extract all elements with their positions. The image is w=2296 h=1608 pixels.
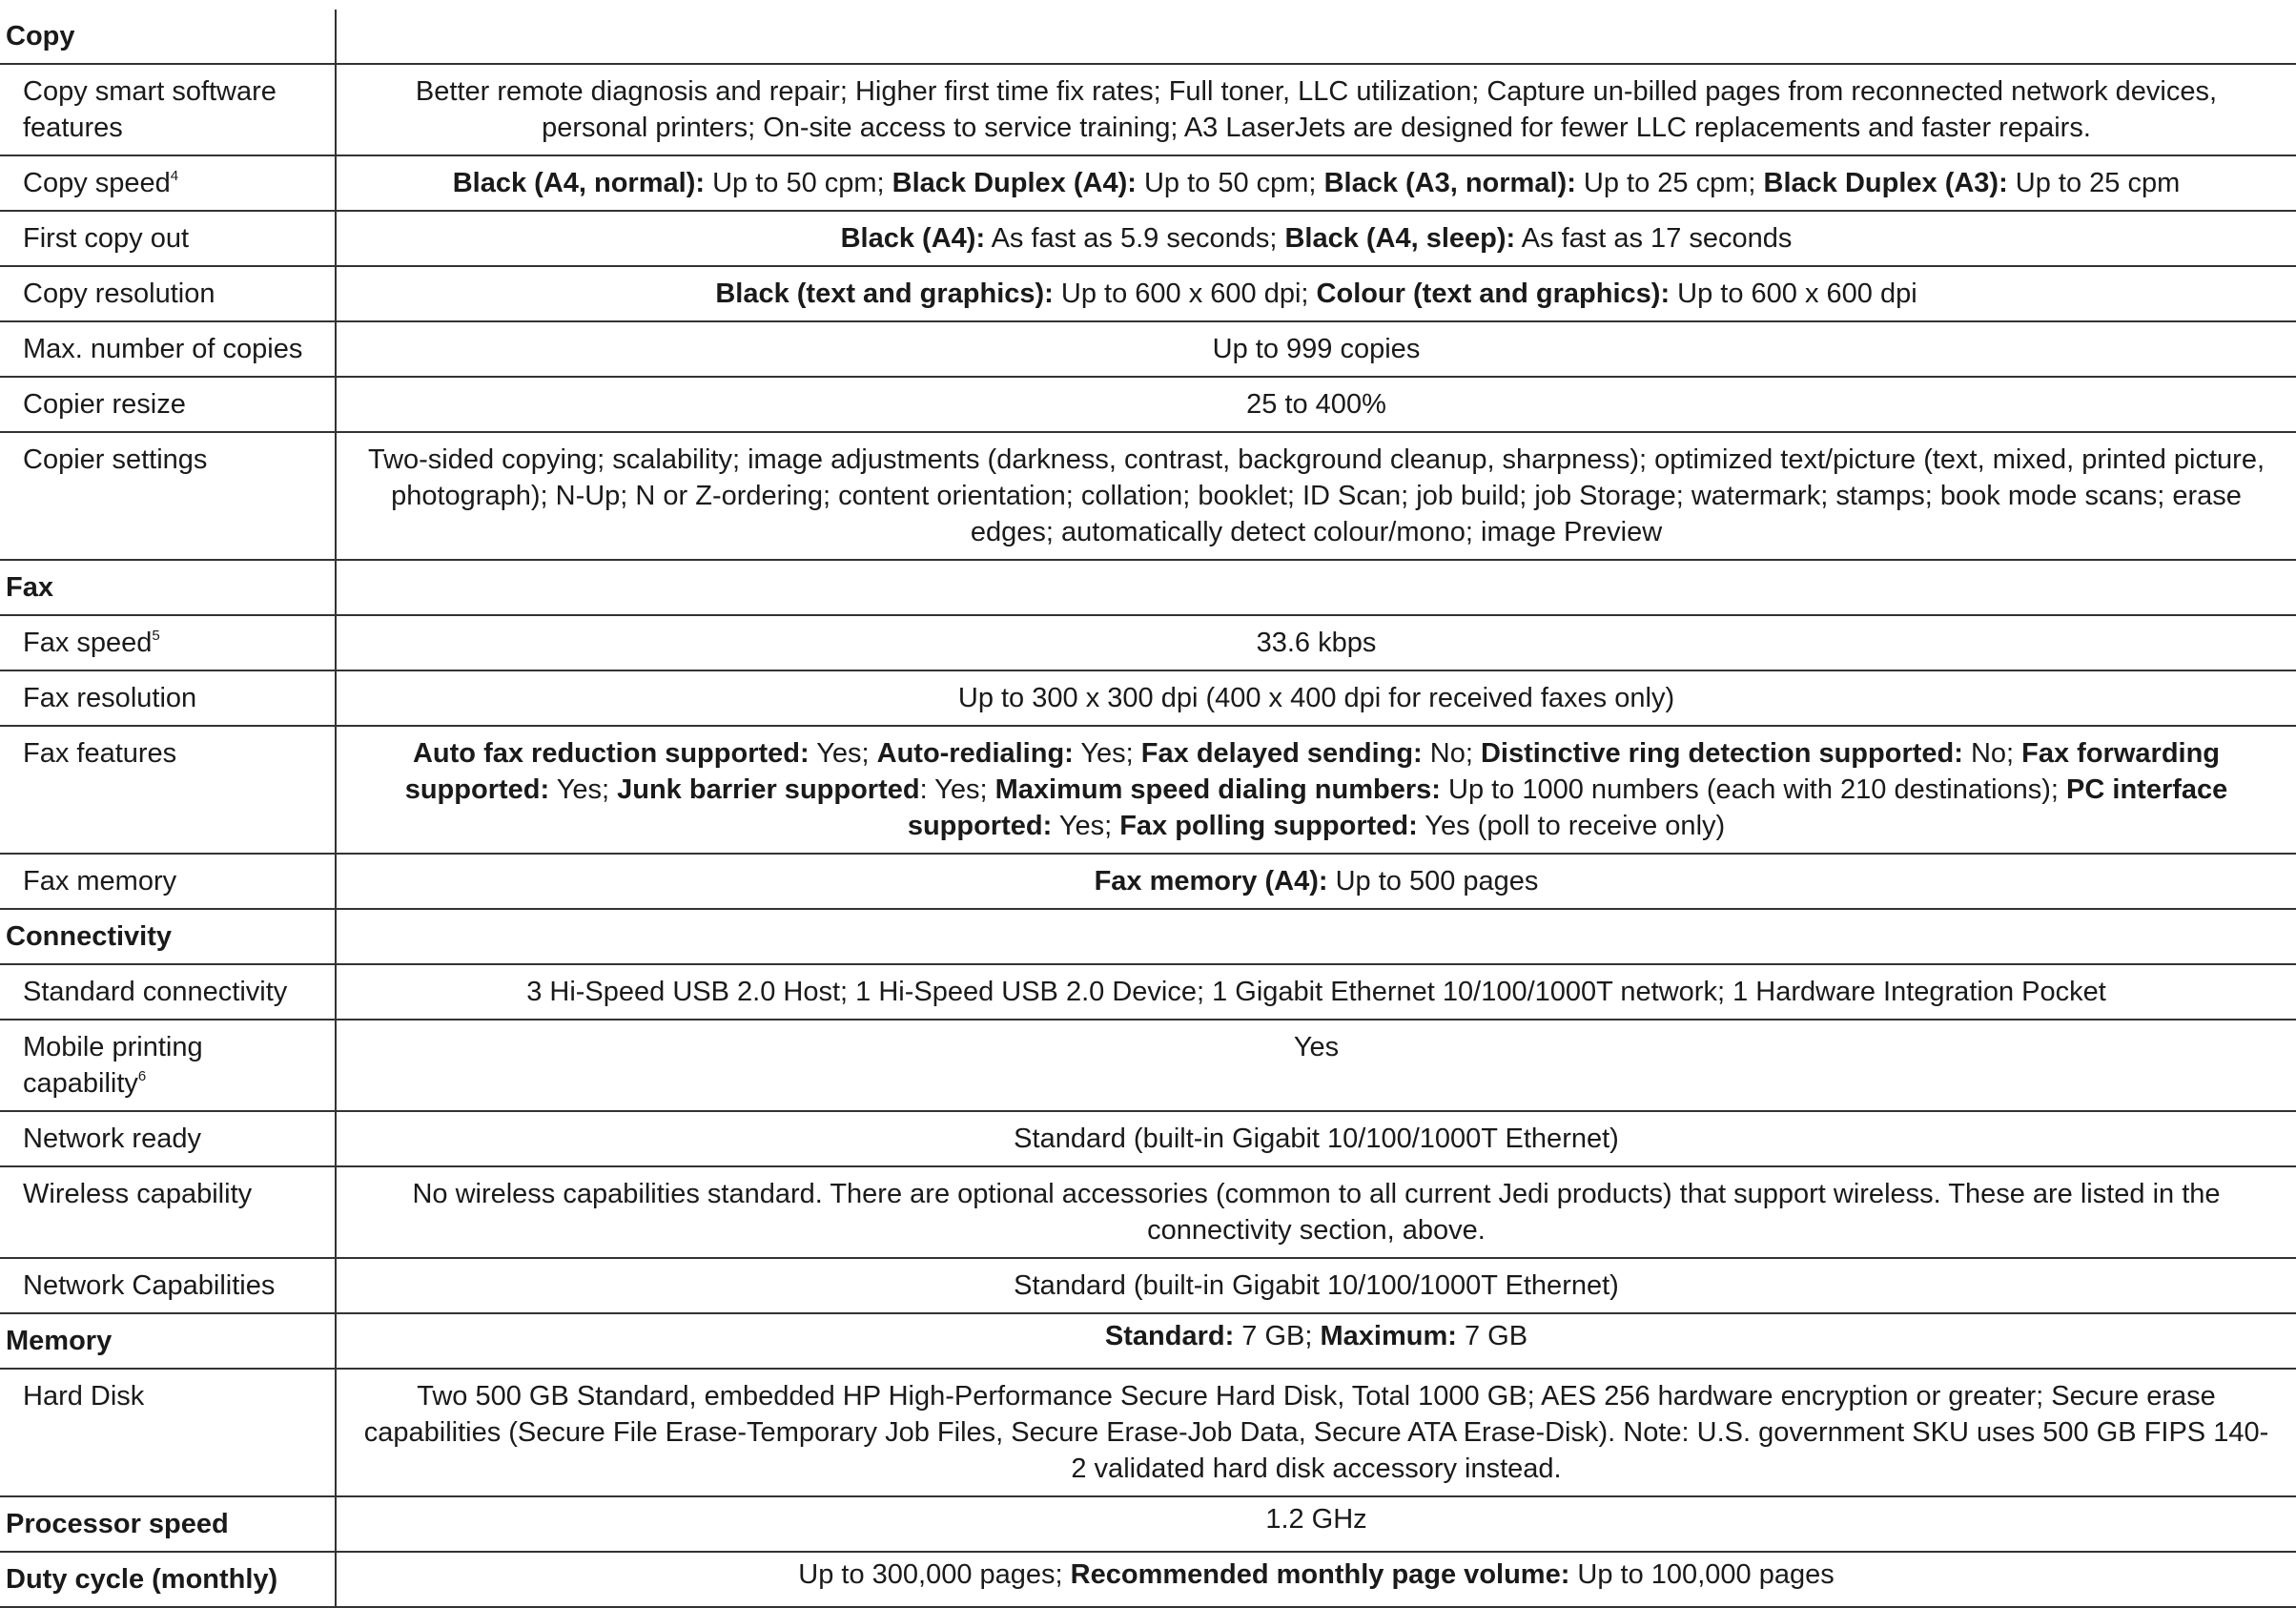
spec-row [0,432,2296,560]
section-header-row [0,1313,2296,1369]
section-title [0,909,336,964]
spec-row [0,1166,2296,1258]
value-text: No wireless capabilities standard. There are optional accessories (common to all current Jedi products) that support wireless. These are listed in the connectivity section, above. [412,1179,2221,1246]
label-text: First copy out [23,223,190,254]
value-text: Up to 999 copies [1212,334,1421,364]
spec-value [336,266,2296,321]
spec-value [336,854,2296,909]
value-key: Black (A4, sleep): [1284,223,1516,254]
value-key: Maximum: [1320,1321,1457,1351]
spec-label [0,377,336,432]
value-text: Yes; [809,738,877,769]
spec-label [0,321,336,377]
spec-row [0,64,2296,155]
section-title [0,1496,336,1552]
label-text: Fax [6,572,53,603]
spec-row [0,1020,2296,1111]
value-key: Auto fax reduction supported: [412,738,810,769]
value-key: Maximum speed dialing numbers: [994,774,1441,805]
spec-label [0,854,336,909]
section-title [0,1552,336,1607]
spec-table [0,10,2296,1608]
label-text: Memory [6,1326,113,1356]
spec-value [336,10,2296,64]
spec-label [0,670,336,726]
spec-row [0,964,2296,1020]
value-text: 1.2 GHz [1265,1504,1367,1535]
value-text: As fast as 17 seconds [1515,223,1793,254]
spec-label [0,155,336,211]
label-text: Copy speed [23,168,171,198]
value-key: Fax delayed sending: [1140,738,1423,769]
spec-value [336,1166,2296,1258]
section-header-row [0,10,2296,64]
value-text: Better remote diagnosis and repair; Higher first time fix rates; Full toner, LLC utilization; Capture un-billed pages from reconnected network devices, personal printers; On-site access to service training; A3 LaserJets are designed for fewer LLC replacements and faster repairs. [415,76,2218,143]
value-text: Up to 300 x 300 dpi (400 x 400 dpi for received faxes only) [957,683,1675,713]
value-text: Up to 500 pages [1327,866,1539,897]
value-key: Distinctive ring detection supported: [1480,738,1963,769]
spec-row [0,1111,2296,1166]
spec-label [0,64,336,155]
spec-value [336,726,2296,854]
label-text: Copier settings [23,444,208,475]
value-text: Two-sided copying; scalability; image adjustments (darkness, contrast, background cleanup, sharpness); optimized text/picture (text, mixed, printed picture, photograph); N-Up; N or Z-ordering; content orientation; collation; booklet; ID Scan; job build; job Storage; watermark; stamps; book mode scans; erase edges; automatically detect colour/mono; image Preview [367,444,2265,547]
value-key: Fax polling supported: [1119,811,1418,841]
value-text: 7 GB [1456,1321,1528,1351]
spec-value [336,964,2296,1020]
label-text: Hard Disk [23,1381,145,1412]
label-text: Copy smart software features [23,76,277,143]
value-text: 3 Hi-Speed USB 2.0 Host; 1 Hi-Speed USB 2.0 Device; 1 Gigabit Ethernet 10/100/1000T network; 1 Hardware Integration Pocket [526,977,2106,1007]
value-key: Colour (text and graphics): [1316,278,1671,309]
spec-label [0,266,336,321]
spec-value [336,1111,2296,1166]
spec-table-body [0,10,2296,1607]
value-text: Up to 1000 numbers (each with 210 destinations); [1440,774,2067,805]
value-text: Standard (built-in Gigabit 10/100/1000T Ethernet) [1014,1124,1619,1154]
spec-row [0,1258,2296,1313]
value-text: Yes; [1073,738,1141,769]
label-text: Processor speed [6,1509,229,1539]
label-text: Duty cycle (monthly) [6,1564,278,1595]
value-text: Yes; [1052,811,1120,841]
spec-value [336,670,2296,726]
label-text: Fax speed [23,628,153,658]
spec-row [0,1369,2296,1496]
spec-label [0,1166,336,1258]
section-header-row [0,909,2296,964]
label-text: Copier resize [23,389,186,420]
spec-label [0,211,336,266]
value-text: : Yes; [919,774,995,805]
value-text: 7 GB; [1234,1321,1321,1351]
spec-value [336,1020,2296,1111]
value-key: Recommended monthly page volume: [1070,1559,1570,1590]
spec-value [336,155,2296,211]
spec-label [0,964,336,1020]
spec-label [0,615,336,670]
section-header-row [0,560,2296,615]
spec-row [0,155,2296,211]
spec-row [0,670,2296,726]
spec-row [0,854,2296,909]
spec-value [336,321,2296,377]
value-key: Black (A4, normal): [452,168,706,198]
label-text: Max. number of copies [23,334,303,364]
value-key: Fax memory (A4): [1094,866,1328,897]
value-key: Junk barrier supported [617,774,920,805]
spec-value [336,64,2296,155]
spec-value [336,1496,2296,1552]
value-text: Up to 600 x 600 dpi [1670,278,1917,309]
spec-label [0,726,336,854]
spec-row [0,321,2296,377]
value-text: Up to 50 cpm; [705,168,892,198]
label-text: Fax features [23,738,177,769]
spec-row [0,266,2296,321]
value-text: No; [1422,738,1481,769]
footnote-marker: 5 [152,628,160,644]
spec-value [336,560,2296,615]
spec-value [336,1313,2296,1369]
spec-label [0,432,336,560]
value-text: Standard (built-in Gigabit 10/100/1000T Ethernet) [1014,1270,1619,1301]
spec-label [0,1258,336,1313]
spec-value [336,909,2296,964]
value-key: Auto-redialing: [876,738,1074,769]
footnote-marker: 4 [170,168,179,184]
spec-value [336,1258,2296,1313]
value-text: No; [1962,738,2022,769]
value-text: 25 to 400% [1246,389,1386,420]
label-text: Connectivity [6,921,173,952]
value-key: Black (A4): [840,223,986,254]
value-text: Up to 300,000 pages; [798,1559,1071,1590]
value-text: 33.6 kbps [1256,628,1377,658]
value-text: Up to 100,000 pages [1569,1559,1835,1590]
value-text: Yes (poll to receive only) [1417,811,1726,841]
value-key: Black (text and graphics): [715,278,1054,309]
section-title [0,560,336,615]
spec-label [0,1369,336,1496]
value-text: Two 500 GB Standard, embedded HP High-Performance Secure Hard Disk, Total 1000 GB; AES 256 hardware encryption or greater; Secure erase capabilities (Secure File Erase-Temporary Job Files, Secure Erase-Job Data, Secure ATA Erase-Disk). Note: U.S. government SKU uses 500 GB FIPS 140-2 validated hard disk accessory instead. [363,1381,2269,1484]
value-key: Standard: [1104,1321,1235,1351]
value-text: Yes [1293,1032,1340,1062]
spec-value [336,1369,2296,1496]
section-header-row [0,1552,2296,1607]
value-text: Up to 25 cpm; [1575,168,1764,198]
value-text: Yes; [549,774,618,805]
label-text: Network Capabilities [23,1270,276,1301]
spec-row [0,615,2296,670]
section-title [0,1313,336,1369]
spec-value [336,615,2296,670]
spec-label [0,1020,336,1111]
label-text: Fax resolution [23,683,197,713]
footnote-marker: 6 [137,1068,147,1084]
spec-value [336,377,2296,432]
spec-value [336,211,2296,266]
value-text: Up to 50 cpm; [1136,168,1324,198]
spec-label [0,1111,336,1166]
label-text: Copy resolution [23,278,215,309]
spec-row [0,726,2296,854]
section-title [0,10,336,64]
label-text: Copy [6,21,75,52]
value-key: Black Duplex (A4): [892,168,1137,198]
label-text: Wireless capability [23,1179,253,1209]
value-key: Fax forwarding supported: [404,738,2221,805]
value-key: Black (A3, normal): [1323,168,1576,198]
spec-value [336,1552,2296,1607]
label-text: Standard connectivity [23,977,288,1007]
value-text: As fast as 5.9 seconds; [985,223,1285,254]
spec-row [0,211,2296,266]
section-header-row [0,1496,2296,1552]
label-text: Fax memory [23,866,177,897]
value-text: Up to 600 x 600 dpi; [1053,278,1317,309]
value-key: Black Duplex (A3): [1763,168,2008,198]
label-text: Network ready [23,1124,201,1154]
value-key: PC interface supported: [907,774,2228,841]
spec-row [0,377,2296,432]
spec-value [336,432,2296,560]
value-text: Up to 25 cpm [2007,168,2181,198]
label-text: Mobile printing capability [23,1032,203,1099]
